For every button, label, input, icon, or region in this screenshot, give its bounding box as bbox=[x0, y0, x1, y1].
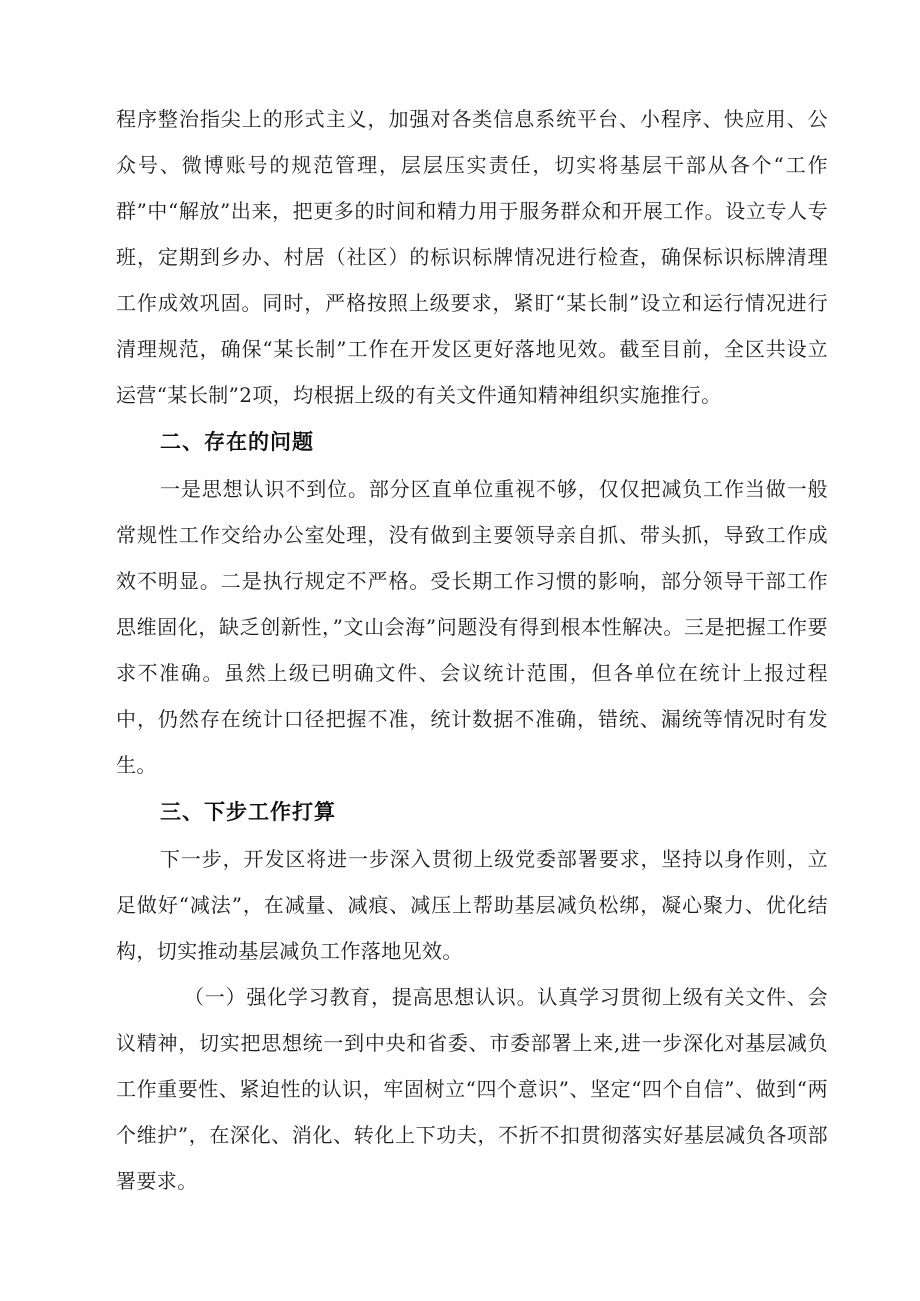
document-body bbox=[116, 96, 828, 1204]
paragraph-study-education: （一）强化学习教育，提高思想认识。认真学习贯彻上级有关文件、会议精神，切实把思想统一到中央和省委、市委部署上来,进一步深化对基层减负工作重要性、紧迫性的认识，牢固树立“四个意识”、坚定“四个自信”、做到“两个维护”，在深化、消化、转化上下功夫，不折不扣贯彻落实好基层减负各项部署要求。 bbox=[116, 985, 828, 1193]
paragraph-problems: 一是思想认识不到位。部分区直单位重视不够，仅仅把减负工作当做一般常规性工作交给办公室处理，没有做到主要领导亲自抓、带头抓，导致工作成效不明显。二是执行规定不严格。受长期工作习惯的影响，部分领导干部工作思维固化，缺乏创新性，”文山会海”问题没有得到根本性解决。三是把握工作要求不准确。虽然上级已明确文件、会议统计范围，但各单位在统计上报过程中，仍然存在统计口径把握不准，统计数据不准确，错统、漏统等情况时有发生。 bbox=[116, 477, 828, 777]
section-heading-problems: 二、存在的问题 bbox=[160, 430, 314, 454]
paragraph-continued: 程序整治指尖上的形式主义，加强对各类信息系统平台、小程序、快应用、公众号、微博账号的规范管理，层层压实责任，切实将基层干部从各个“工作群”中“解放”出来，把更多的时间和精力用于服务群众和开展工作。设立专人专班，定期到乡办、村居（社区）的标识标牌情况进行检查，确保标识标牌清理工作成效巩固。同时，严格按照上级要求，紧盯“某长制”设立和运行情况进行清理规范，确保“某长制”工作在开发区更好落地见效。截至目前，全区共设立运营“某长制”2项，均根据上级的有关文件通知精神组织实施推行。 bbox=[116, 107, 828, 407]
paragraph-next-steps: 下一步，开发区将进一步深入贯彻上级党委部署要求，坚持以身作则，立足做好“减法”，在减量、减痕、减压上帮助基层减负松绑，凝心聚力、优化结构，切实推动基层减负工作落地见效。 bbox=[116, 847, 828, 963]
section-heading-next-steps: 三、下步工作打算 bbox=[160, 800, 336, 824]
